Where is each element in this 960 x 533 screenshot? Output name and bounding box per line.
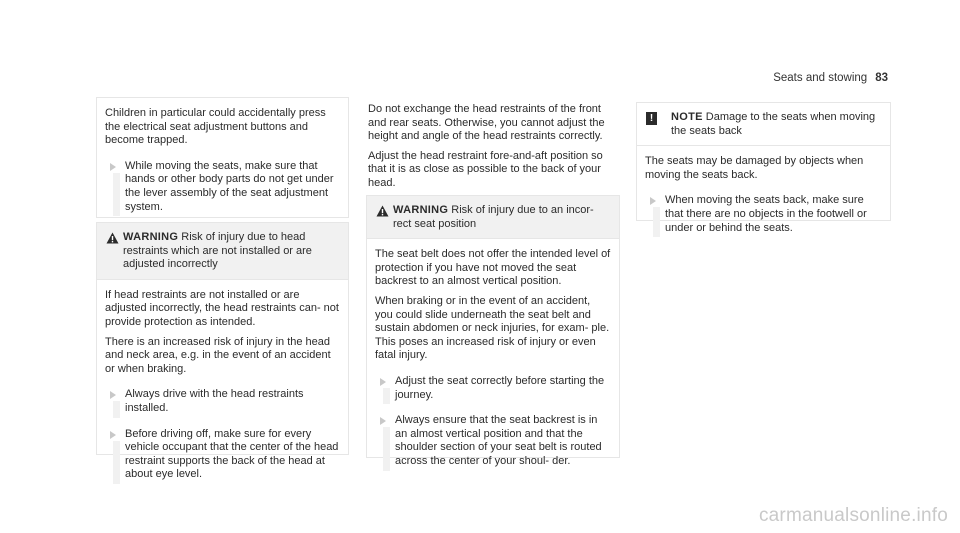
arrow-bullet-icon	[110, 391, 116, 399]
warning-triangle-icon	[106, 232, 119, 244]
seat-position-warning-box	[366, 195, 620, 467]
instruction-paragraph: Do not exchange the head restraints of the front and rear seats. Otherwise, you cannot adjust the height and angle of the head restraints correctly.	[368, 103, 605, 143]
bullet-item	[105, 160, 340, 214]
head-restraint-instructions	[368, 103, 618, 197]
bullet-item	[105, 388, 340, 415]
watermark-text: carmanualsonline.info	[758, 505, 948, 527]
bullet-text: When moving the seats back, make sure that there are no objects in the footwell or under or behind the seats.	[665, 194, 867, 234]
section-title: Seats and stowing	[773, 72, 868, 84]
instruction-paragraph: Adjust the head restraint fore-and-aft position so that it is as close as possible to the back of your head.	[368, 149, 603, 189]
warning-label: WARNING	[123, 231, 179, 243]
arrow-bullet-icon	[380, 417, 386, 425]
note-header	[637, 103, 890, 146]
page-number: 83	[875, 72, 888, 84]
bullet-text: Before driving off, make sure for every vehicle occupant that the center of the head restraint supports the back of the head at about eye level.	[125, 427, 339, 481]
warning-label: WARNING	[393, 204, 449, 216]
arrow-bullet-icon	[110, 431, 116, 439]
bullet-bar	[113, 401, 120, 417]
warning-body	[97, 280, 348, 490]
bullet-bar	[113, 173, 120, 216]
seat-damage-note-box	[636, 102, 891, 234]
page-header	[773, 72, 888, 86]
warning-header	[367, 196, 619, 239]
note-body	[637, 146, 890, 243]
arrow-bullet-icon	[380, 378, 386, 386]
bullet-bar	[113, 441, 120, 484]
warning-paragraph: When braking or in the event of an accident, you could slide underneath the seat belt and sustain abdomen or neck injuries, for exam- ple. This poses an increased risk of injury or even fatal injury.	[375, 294, 610, 362]
warning-paragraph: The seat belt does not offer the intended level of protection if you have not moved the seat backrest to an almost vertical position.	[375, 248, 611, 288]
children-intro-text: Children in particular could accidentally press the electrical seat adjustment buttons and become trapped.	[105, 107, 326, 147]
bullet-item	[645, 194, 882, 235]
bullet-item	[105, 428, 340, 482]
warning-paragraph: If head restraints are not installed or are adjusted incorrectly, the head restraints can- not provide protection as intended.	[105, 288, 339, 328]
warning-paragraph: There is an increased risk of injury in the head and neck area, e.g. in the event of an accident or when braking.	[105, 335, 331, 375]
warning-header	[97, 223, 348, 280]
bullet-item	[375, 375, 611, 402]
bullet-item	[375, 414, 611, 468]
bullet-text: Always ensure that the seat backrest is in an almost vertical position and that the shoulder section of your seat belt is routed across the center of your shoul- der.	[395, 414, 602, 467]
bullet-bar	[383, 427, 390, 470]
bullet-text: Adjust the seat correctly before starting the journey.	[395, 374, 605, 401]
warning-body	[367, 239, 619, 476]
exclamation-icon: !	[646, 112, 657, 125]
warning-title: Risk of injury due to an incor- rect seat position	[393, 204, 594, 230]
children-caution-box	[96, 97, 349, 218]
warning-title: Risk of injury due to head restraints which are not installed or are adjusted incorrectly	[123, 231, 312, 271]
arrow-bullet-icon	[650, 197, 656, 205]
bullet-text: While moving the seats, make sure that hands or other body parts do not get under the lever assembly of the seat adjustment system.	[125, 159, 334, 213]
note-label: NOTE	[671, 111, 703, 123]
warning-triangle-icon	[376, 205, 389, 217]
arrow-bullet-icon	[110, 163, 116, 171]
note-paragraph: The seats may be damaged by objects when moving the seats back.	[645, 155, 864, 181]
note-title: Damage to the seats when moving the seats back	[671, 111, 876, 137]
bullet-text: Always drive with the head restraints installed.	[125, 388, 304, 414]
bullet-bar	[383, 388, 390, 404]
head-restraint-warning-box	[96, 222, 349, 481]
bullet-bar	[653, 207, 660, 237]
